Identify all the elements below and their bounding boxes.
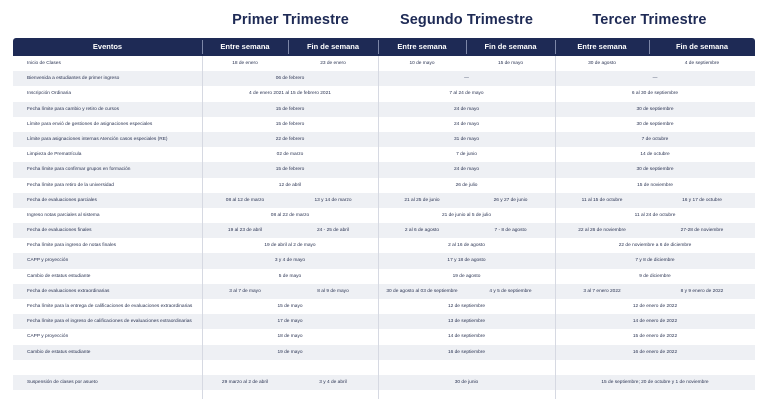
- trimester-date: 15 de febrero: [275, 106, 305, 112]
- table-row: [13, 147, 755, 162]
- weekend-date: 8 al 9 de mayo: [317, 288, 349, 294]
- event-label: Cambio de estatus estudiante: [27, 273, 91, 279]
- table-row: [13, 132, 755, 147]
- trimester-date: 15 de febrero: [275, 121, 305, 127]
- table-row: [13, 117, 755, 132]
- event-label: Fecha de evaluaciones finales: [27, 228, 92, 234]
- trimester-title-2: Segundo Trimestre: [399, 12, 534, 28]
- trimester-date: 2 al 16 de agosto: [448, 243, 485, 249]
- trimester-date: 7 de junio: [456, 152, 477, 158]
- trimester-date: 3 y 4 de mayo: [274, 258, 306, 264]
- event-label: Fecha límite para el ingreso de calificaciones de evaluaciones extraordinarias: [27, 319, 192, 325]
- weekday-date: 21 al 25 de junio: [404, 197, 440, 203]
- weekend-date: 24 - 25 de abril: [317, 228, 349, 234]
- event-label: Limpieza de Prematrícula: [27, 152, 82, 158]
- event-label: Ingreso notas parciales al sistema: [27, 212, 100, 218]
- event-label: Inscripción Ordinaria: [27, 91, 71, 97]
- trimester-date: 17 y 18 de agosto: [447, 258, 486, 264]
- trimester-date: [555, 390, 755, 405]
- header-t3-entre-semana: Entre semana: [577, 42, 627, 51]
- event-label: Suspensión de clases por asueto: [27, 379, 98, 385]
- header-t2-fin-semana: Fin de semana: [484, 42, 537, 51]
- header-t1-fin-semana: Fin de semana: [306, 42, 360, 51]
- trimester-date: 19 de abril al 2 de mayo: [264, 243, 316, 249]
- event-label: Límite para envió de gestiones de asignaciones especiales: [27, 121, 153, 127]
- weekday-date: 2 al 6 de agosto: [404, 228, 440, 234]
- header-t1-entre-semana: Entre semana: [220, 42, 270, 51]
- trimester-date: 5 de mayo: [278, 273, 302, 279]
- trimester-date: 22 de febrero: [275, 136, 305, 142]
- header-t2-entre-semana: Entre semana: [397, 42, 447, 51]
- trimester-date: 19 de agosto: [452, 273, 481, 279]
- trimester-date: 18 de mayo: [277, 334, 303, 340]
- trimester-date: 14 de octubre: [640, 152, 670, 158]
- table-row: [13, 238, 755, 253]
- table-row: [13, 162, 755, 177]
- weekend-date: 23 de enero: [320, 61, 346, 66]
- trimester-date: [378, 390, 555, 405]
- weekend-date: 16 y 17 de octubre: [682, 197, 722, 203]
- trimester-date: 7 y 8 de diciembre: [635, 258, 675, 264]
- trimester-date: [202, 360, 378, 375]
- trimester-date: 12 de septiembre: [447, 304, 486, 309]
- weekend-date: 13 y 14 de marzo: [314, 197, 352, 203]
- event-label: Fecha límite para ingreso de notas finales: [27, 243, 117, 249]
- trimester-date: 21 de junio al 5 de julio: [441, 212, 492, 218]
- trimester-date: 15 de enero de 2022: [632, 334, 678, 340]
- weekday-date: 08 al 12 de marzo: [225, 197, 265, 203]
- trimester-title-3: Tercer Trimestre: [592, 12, 707, 28]
- weekend-date: 27-28 de noviembre: [680, 228, 724, 234]
- trimester-date: [378, 360, 555, 375]
- trimester-date: 15 de febrero: [275, 167, 305, 173]
- table-row: [13, 284, 755, 299]
- weekend-date: 8 y 9 enero de 2022: [680, 288, 724, 294]
- weekday-date: 30 de agosto: [588, 61, 616, 66]
- trimester-date: [202, 390, 378, 405]
- trimester-title-1: Primer Trimestre: [232, 12, 349, 28]
- weekend-date: 4 de septiembre: [684, 61, 720, 66]
- table-row: [13, 71, 755, 86]
- event-label: Límite para asignaciones internas Atención casos especiales (RE): [27, 136, 168, 142]
- table-row: [13, 269, 755, 284]
- trimester-date: [555, 360, 755, 375]
- trimester-date: 30 de septiembre: [636, 121, 674, 127]
- trimester-date: 6 al 30 de septiembre: [631, 91, 679, 97]
- trimester-date: 14 de septiembre: [447, 334, 486, 340]
- event-label: CAPP y proyección: [27, 258, 69, 264]
- trimester-date: 7 al 24 de mayo: [449, 91, 484, 97]
- trimester-date: 22 de noviembre a 6 de diciembre: [618, 243, 692, 249]
- weekend-date: 7 - 8 de agosto: [494, 228, 527, 234]
- table-row: [13, 345, 755, 360]
- weekend-date: 3 y 4 de abril: [319, 379, 347, 385]
- event-label: CAPP y proyección: [27, 334, 69, 340]
- event-label: Fecha de evaluaciones parciales: [27, 197, 97, 203]
- trimester-date: 11 al 24 de octubre: [634, 212, 676, 218]
- table-row: [13, 56, 755, 71]
- trimester-date: 06 de febrero: [275, 76, 305, 82]
- events-table-body: [13, 56, 755, 405]
- event-label: Cambio de estatus estudiante: [27, 349, 91, 355]
- weekday-date: 29 marzo al 2 de abril: [221, 379, 269, 385]
- trimester-date: 30 de septiembre: [636, 106, 674, 112]
- weekday-date: 19 al 23 de abril: [227, 228, 263, 234]
- table-row: [13, 314, 755, 329]
- trimester-date: 12 de enero de 2022: [632, 304, 678, 309]
- event-label: Inicio de Clases: [27, 61, 61, 66]
- trimester-date: 16 de enero de 2022: [632, 349, 678, 355]
- table-row: [13, 299, 755, 314]
- table-row: [13, 193, 755, 208]
- trimester-date: 7 de octubre: [641, 136, 669, 142]
- weekend-date: 15 de mayo: [497, 61, 524, 66]
- trimester-date: 30 de junio: [454, 379, 479, 385]
- header-t3-fin-semana: Fin de semana: [675, 42, 729, 51]
- trimester-date: 26 de julio: [455, 182, 478, 188]
- weekday-date: 11 al 15 de octubre: [581, 197, 623, 203]
- table-row: [13, 360, 755, 375]
- weekday-date: 3 al 7 de mayo: [229, 288, 261, 294]
- trimester-date: 16 de septiembre: [447, 349, 486, 355]
- table-row: [13, 253, 755, 268]
- trimester-date: 19 de mayo: [277, 349, 303, 355]
- event-label: Bienvenida a estudiantes de primer ingreso: [27, 76, 120, 82]
- weekday-date: 10 de mayo: [409, 61, 435, 66]
- trimester-date: 14 de enero de 2022: [632, 319, 678, 325]
- trimester-date: 13 de septiembre: [447, 319, 486, 325]
- trimester-date: 24 de mayo: [453, 167, 480, 173]
- trimester-date: 24 de mayo: [453, 106, 480, 112]
- table-row: [13, 390, 755, 405]
- weekday-date: 30 de agosto al 03 de septiembre: [386, 288, 458, 294]
- table-row: [13, 86, 755, 101]
- table-row: [13, 102, 755, 117]
- table-header: [13, 38, 755, 56]
- trimester-date: 31 de mayo: [453, 136, 480, 142]
- weekday-date: 18 de enero: [232, 61, 258, 66]
- table-row: [13, 178, 755, 193]
- weekend-date: 4 y 5 de septiembre: [489, 288, 532, 294]
- weekday-date: 3 al 7 enero 2022: [583, 288, 621, 294]
- table-row: [13, 223, 755, 238]
- event-label: Fecha límite para cambio y retiro de cursos: [27, 106, 119, 112]
- trimester-date: 08 al 22 de marzo: [270, 212, 310, 218]
- table-row: [13, 208, 755, 223]
- event-label: Fecha límite para la entrega de calificaciones de evaluaciones extraordinarias: [27, 304, 193, 309]
- header-eventos: Eventos: [92, 42, 123, 51]
- table-row: [13, 329, 755, 344]
- trimester-date: 15 de mayo: [277, 304, 303, 309]
- trimester-date: —: [464, 76, 469, 82]
- weekend-date: 26 y 27 de junio: [493, 197, 528, 203]
- trimester-date: 15 de noviembre: [637, 182, 673, 188]
- trimester-date: 4 de enero 2021 al 15 de febrero 2021: [249, 91, 331, 97]
- trimester-date: —: [652, 76, 658, 82]
- table-row: [13, 375, 755, 390]
- trimester-date: 02 de marzo: [276, 152, 304, 158]
- event-label: Fecha límite para retiro de la universidad: [27, 182, 114, 188]
- event-label: Fecha límite para confirmar grupos en formación: [27, 167, 131, 173]
- trimester-date: 9 de diciembre: [639, 273, 671, 279]
- weekday-date: 22 al 26 de noviembre: [578, 228, 626, 234]
- event-label: Fecha de evaluaciones extraordinarias: [27, 288, 110, 294]
- trimester-date: 17 de mayo: [277, 319, 303, 325]
- trimester-date: 15 de septiembre; 20 de octubre y 1 de noviembre: [601, 379, 709, 385]
- trimester-date: 12 de abril: [278, 182, 302, 188]
- trimester-date: 24 de mayo: [453, 121, 480, 127]
- trimester-date: 30 de septiembre: [636, 167, 674, 173]
